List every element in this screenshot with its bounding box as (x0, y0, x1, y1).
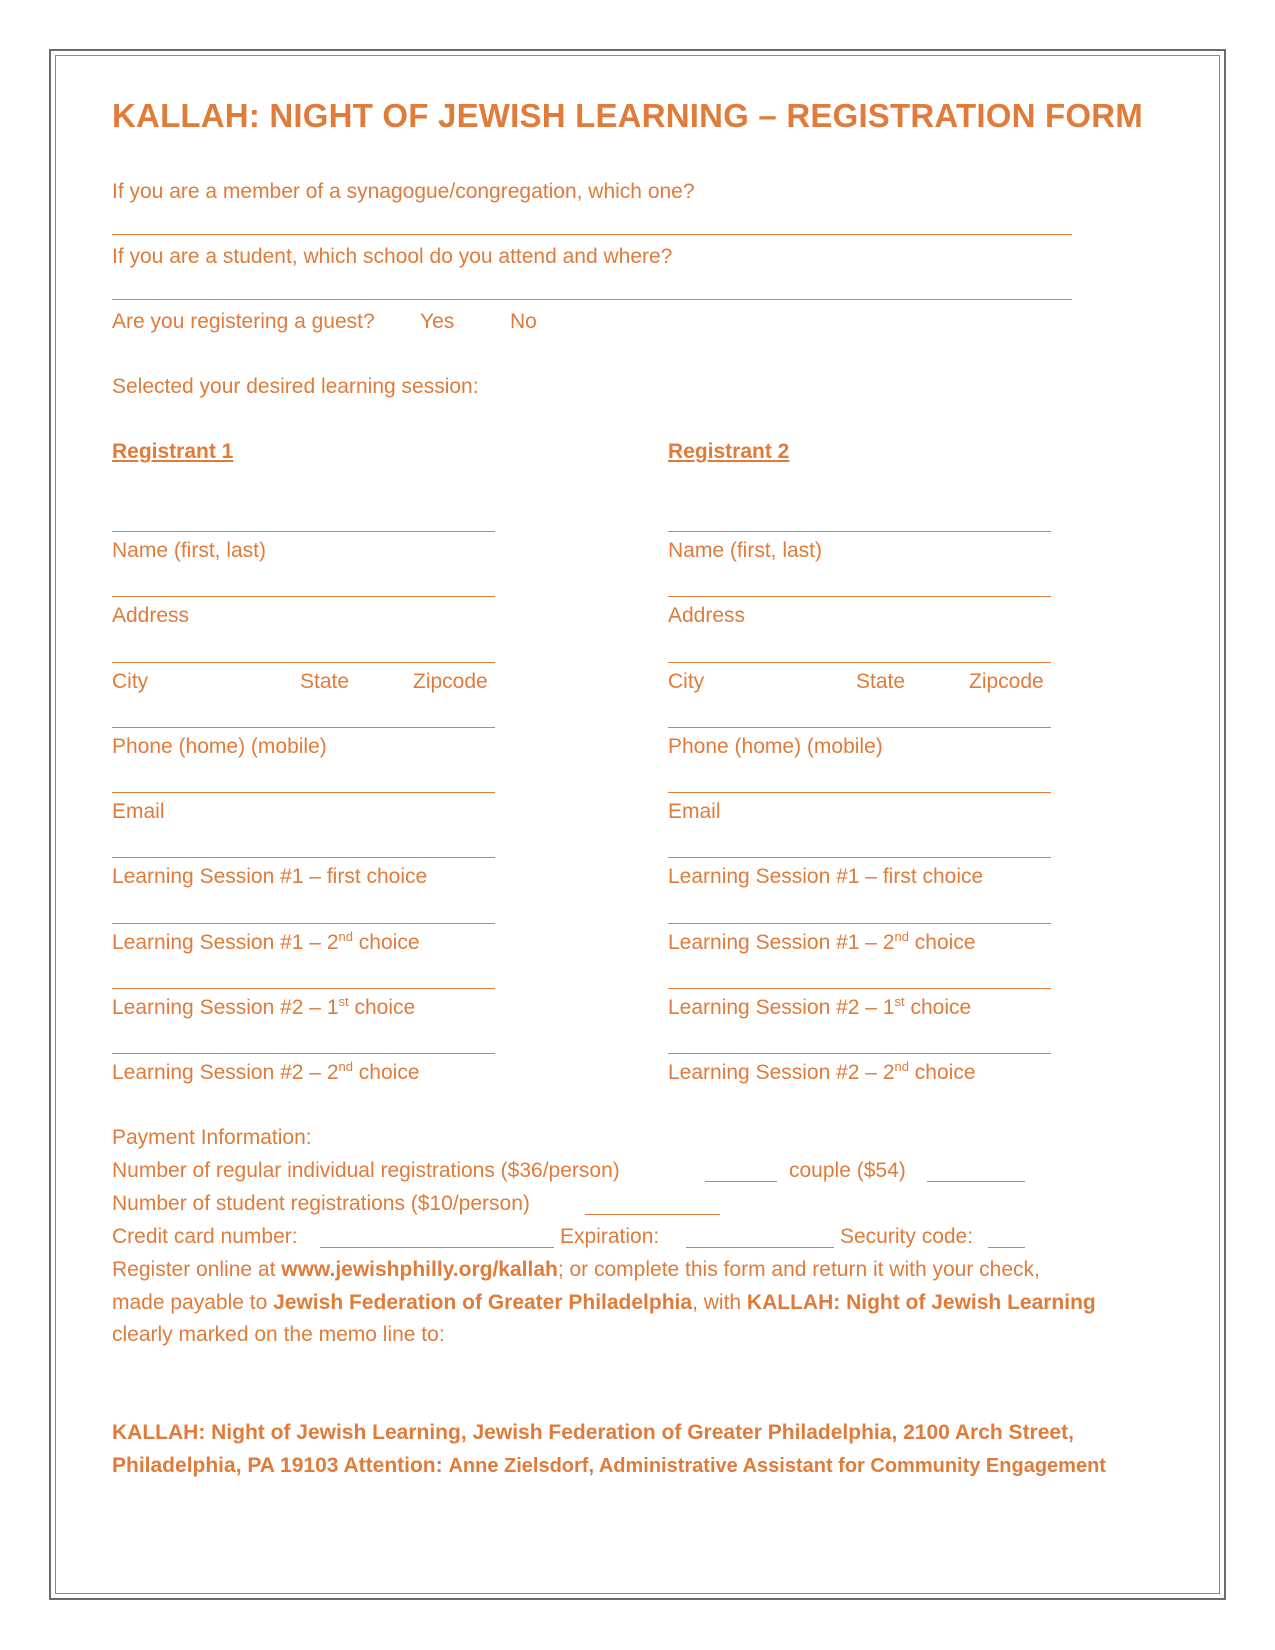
r1-email-label: Email (112, 800, 165, 823)
expiration-label: Expiration: (560, 1225, 660, 1248)
r1-s2-first-line[interactable] (112, 988, 495, 989)
guest-no-option[interactable]: No (510, 310, 537, 333)
credit-card-line[interactable] (320, 1247, 554, 1248)
r2-city-label: City (668, 670, 705, 693)
r1-email-line[interactable] (112, 792, 495, 793)
student-registrations-label: Number of student registrations ($10/person) (112, 1192, 530, 1215)
r2-s2-first-label: Learning Session #2 – 1st choice (668, 994, 972, 1019)
instructions-line-1: Register online at www.jewishphilly.org/kallah; or complete this form and return it with your check, (112, 1258, 1040, 1281)
r2-phone-label: Phone (home) (mobile) (668, 735, 883, 758)
instructions-line-3: clearly marked on the memo line to: (112, 1323, 445, 1346)
couple-label: couple ($54) (789, 1159, 906, 1182)
security-code-line[interactable] (988, 1247, 1025, 1248)
r1-s1-second-label: Learning Session #1 – 2nd choice (112, 929, 420, 954)
mailing-address-line-1: KALLAH: Night of Jewish Learning, Jewish Federation of Greater Philadelphia, 2100 Arch Street, (112, 1421, 1074, 1444)
couple-count-line[interactable] (927, 1181, 1025, 1182)
payment-heading: Payment Information: (112, 1126, 312, 1149)
page-border-inner (55, 55, 1220, 1594)
r2-name-label: Name (first, last) (668, 539, 823, 562)
synagogue-answer-line[interactable] (112, 234, 1072, 235)
r1-s1-first-label: Learning Session #1 – first choice (112, 865, 428, 888)
r1-state-label: State (300, 670, 350, 693)
student-count-line[interactable] (585, 1214, 720, 1215)
r2-s1-first-label: Learning Session #1 – first choice (668, 865, 984, 888)
r2-address-line[interactable] (668, 596, 1051, 597)
r1-name-label: Name (first, last) (112, 539, 267, 562)
r2-s1-second-line[interactable] (668, 923, 1051, 924)
security-code-label: Security code: (840, 1225, 974, 1248)
regular-registrations-label: Number of regular individual registrations ($36/person) (112, 1159, 620, 1182)
r1-name-line[interactable] (112, 531, 495, 532)
r1-city-label: City (112, 670, 149, 693)
r2-s1-first-line[interactable] (668, 857, 1051, 858)
r1-s2-second-line[interactable] (112, 1053, 495, 1054)
r1-city-line[interactable] (112, 662, 495, 663)
student-answer-line[interactable] (112, 299, 1072, 300)
r1-zip-label: Zipcode (413, 670, 488, 693)
r2-phone-line[interactable] (668, 727, 1051, 728)
student-question: If you are a student, which school do you attend and where? (112, 245, 673, 268)
regular-count-line[interactable] (705, 1181, 777, 1182)
registrant-2-heading: Registrant 2 (668, 440, 790, 463)
r2-name-line[interactable] (668, 531, 1051, 532)
r1-s2-second-label: Learning Session #2 – 2nd choice (112, 1059, 420, 1084)
r2-address-label: Address (668, 604, 746, 627)
r1-address-label: Address (112, 604, 190, 627)
r1-phone-line[interactable] (112, 727, 495, 728)
session-instruction: Selected your desired learning session: (112, 375, 479, 398)
r2-email-label: Email (668, 800, 721, 823)
r2-s2-second-line[interactable] (668, 1053, 1051, 1054)
mailing-address-line-2: Philadelphia, PA 19103 Attention: Anne Zielsdorf, Administrative Assistant for Community Engagement (112, 1454, 1106, 1477)
registration-url-link[interactable]: www.jewishphilly.org/kallah (281, 1258, 558, 1281)
r1-s1-first-line[interactable] (112, 857, 495, 858)
instructions-line-2: made payable to Jewish Federation of Greater Philadelphia, with KALLAH: Night of Jewish Learning (112, 1291, 1096, 1314)
r2-s2-first-line[interactable] (668, 988, 1051, 989)
form-title: KALLAH: NIGHT OF JEWISH LEARNING – REGISTRATION FORM (112, 97, 1143, 134)
guest-yes-option[interactable]: Yes (420, 310, 455, 333)
r2-city-line[interactable] (668, 662, 1051, 663)
r1-address-line[interactable] (112, 596, 495, 597)
r2-s1-second-label: Learning Session #1 – 2nd choice (668, 929, 976, 954)
synagogue-question: If you are a member of a synagogue/congregation, which one? (112, 180, 695, 203)
r2-email-line[interactable] (668, 792, 1051, 793)
r2-s2-second-label: Learning Session #2 – 2nd choice (668, 1059, 976, 1084)
r1-s2-first-label: Learning Session #2 – 1st choice (112, 994, 416, 1019)
guest-question: Are you registering a guest? (112, 310, 375, 333)
credit-card-label: Credit card number: (112, 1225, 298, 1248)
r1-s1-second-line[interactable] (112, 923, 495, 924)
r2-state-label: State (856, 670, 906, 693)
r2-zip-label: Zipcode (969, 670, 1044, 693)
r1-phone-label: Phone (home) (mobile) (112, 735, 327, 758)
expiration-line[interactable] (686, 1247, 834, 1248)
registrant-1-heading: Registrant 1 (112, 440, 234, 463)
